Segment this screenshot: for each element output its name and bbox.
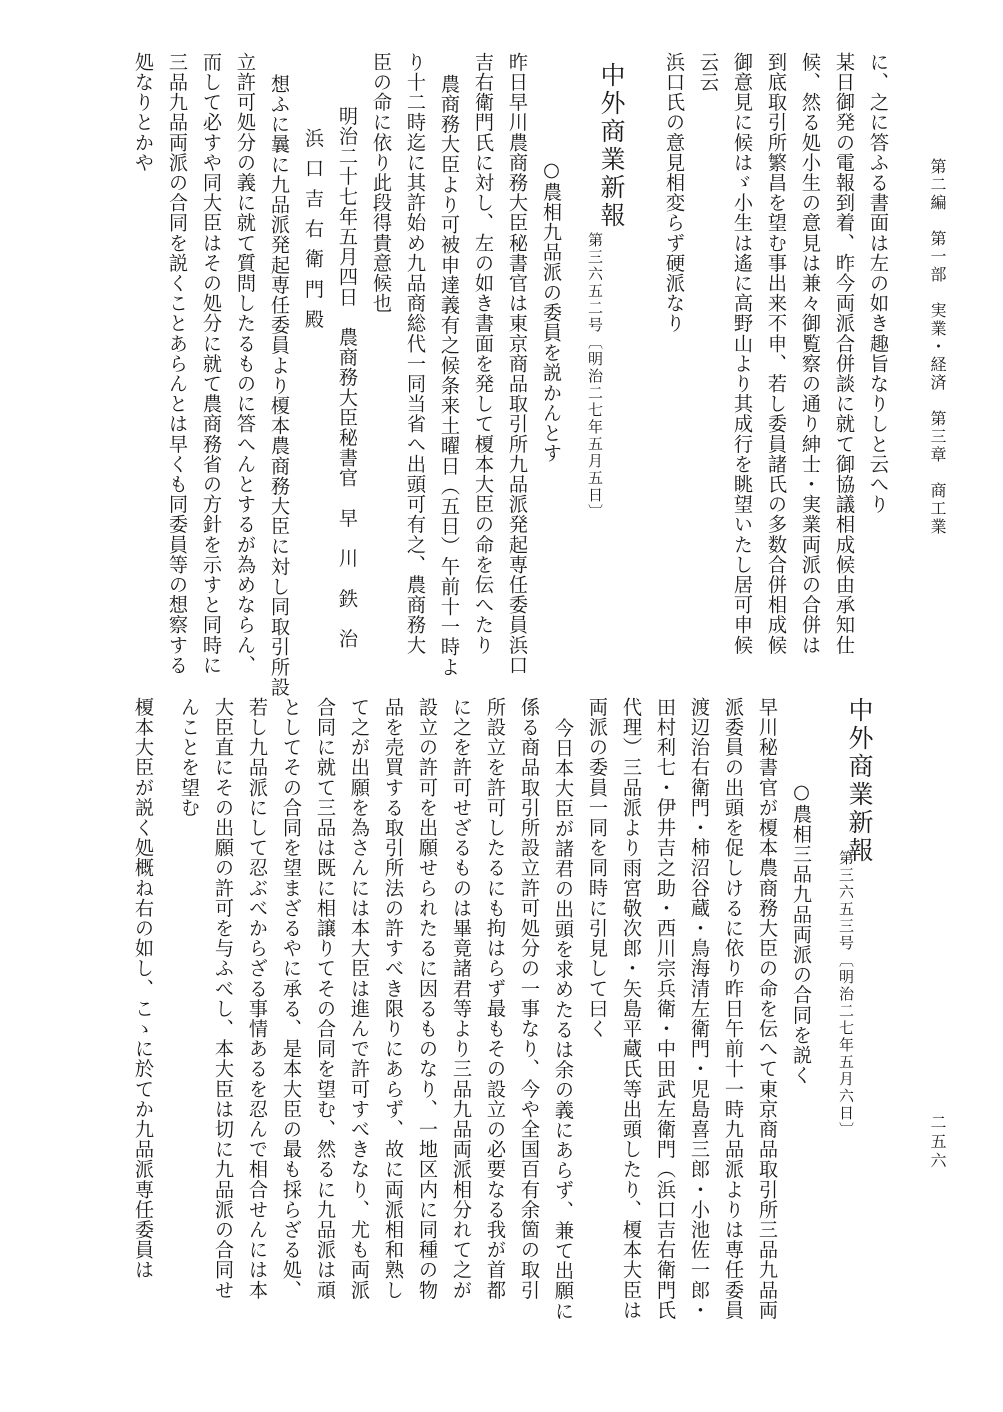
date-signature: 明治二十七年五月四日 農商務大臣秘書官 早 川 鉄 治 [336,106,359,649]
body-line: 立許可処分の義に就て質問したるものに答へんとするが為めならん、 [234,52,257,676]
body-line: 係る商品取引所設立許可処分の一事なり、今や全国百有余箇の取引 [518,697,541,1300]
body-line: 若し九品派にして忍ぶべからざる事情あるを忍んで相合せんには本 [246,697,269,1300]
addressee: 浜口吉右衛門殿 [302,128,325,340]
issue-number: 第三六五三号〔明治二七年五月六日〕 [837,850,855,1139]
body-line: 農商務大臣より可被申達義有之候条来土曜日（五日）午前十一時よ [438,74,461,677]
body-line: 到底取引所繁昌を望む事出来不申、若し委員諸氏の多数合併相成候 [765,52,788,655]
body-line: 設立の許可を出願せられたるに因るものなり、一地区内に同種の物 [416,697,439,1300]
body-line: 今日本大臣が諸君の出頭を求めたるは余の義にあらず、兼て出願に [552,718,575,1321]
body-line: 而して必すや同大臣はその処分に就て農商務省の方針を示すと同時に [200,52,223,676]
body-line: 品を売買する取引所法の許すべき限りにあらず、故に両派相和熟し [382,697,405,1300]
body-line: んことを望む [178,697,201,818]
newspaper-masthead: 中外商業新報 [597,62,626,230]
body-line: 早川秘書官が榎本農商務大臣の命を伝へて東京商品取引所三品九品両 [756,697,779,1321]
body-line: 某日御発の電報到着、昨今両派合併談に就て御協議相成候由承知仕 [833,52,856,655]
body-line: て之が出願を為さんには本大臣は進んで許可すべきなり、尤も両派 [348,697,371,1300]
body-line: に、之に答ふる書面は左の如き趣旨なりしと云へり [867,52,890,515]
body-line: 榎本大臣が説く処概ね右の如し、こゝに於てか九品派専任委員は [132,697,155,1280]
body-line: 派委員の出頭を促しけるに依り昨日午前十一時九品派よりは専任委員 [722,697,745,1321]
page-number: 二五六 [928,1114,947,1171]
issue-number: 第三六五二号〔明治二七年五月五日〕 [586,232,604,521]
body-line: 御意見に候はゞ小生は遙に高野山より其成行を眺望いたし居可申候 [731,52,754,655]
body-line: 候、然る処小生の意見は兼々御覧察の通り紳士・実業両派の合併は [799,52,822,655]
body-line: 両派の委員一同を同時に引見して曰く [586,697,609,1039]
body-line: 所設立を許可したるにも拘はらず最もその設立の必要なる我が首都 [484,697,507,1300]
article-title: ○農相九品派の委員を説かんとす [540,158,563,464]
body-line: 浜口氏の意見相変らず硬派なり [663,52,686,334]
body-line: に之を許可せざるものは畢竟諸君等より三品九品両派相分れて之が [450,697,473,1300]
body-line: 昨日早川農商務大臣秘書官は東京商品取引所九品派発起専任委員浜口 [506,52,529,676]
body-line: 云云 [697,52,720,93]
body-line: 合同に就て三品は既に相譲りてその合同を望む、然るに九品派は頑 [314,697,337,1300]
body-line: 三品九品両派の合同を説くことあらんとは早くも同委員等の想察する [166,52,189,676]
body-line: 想ふに曩に九品派発起専任委員より榎本農商務大臣に対し同取引所設 [268,74,291,698]
body-line: 処なりとかや [132,52,155,173]
body-line: 渡辺治右衛門・柿沼谷蔵・鳥海清左衛門・児島喜三郎・小池佐一郎・ [688,697,711,1321]
running-header: 第二編 第一部 実業・経済 第三章 商工業 [928,158,947,536]
body-line: 吉右衛門氏に対し、左の如き書面を発して榎本大臣の命を伝へたり [472,52,495,655]
article-title: ○農相三品九品両派の合同を説く [790,780,813,1086]
body-line: 田村利七・伊井吉之助・西川宗兵衛・中田武左衛門（浜口吉右衛門氏 [654,697,677,1321]
body-line: 代理）三品派より雨宮敬次郎・矢島平蔵氏等出頭したり、榎本大臣は [620,697,643,1321]
body-line: 臣の命に依り此段得貴意候也 [370,52,393,314]
newspaper-masthead: 中外商業新報 [845,697,874,865]
body-line: 大臣直にその出願の許可を与ふべし、本大臣は切に九品派の合同せ [212,697,235,1300]
body-line: としてその合同を望まざるやに承る、是本大臣の最も採らざる処、 [280,697,303,1300]
body-line: り十二時迄に其許始め九品商総代一同当省へ出頭可有之、農商務大 [404,52,427,655]
